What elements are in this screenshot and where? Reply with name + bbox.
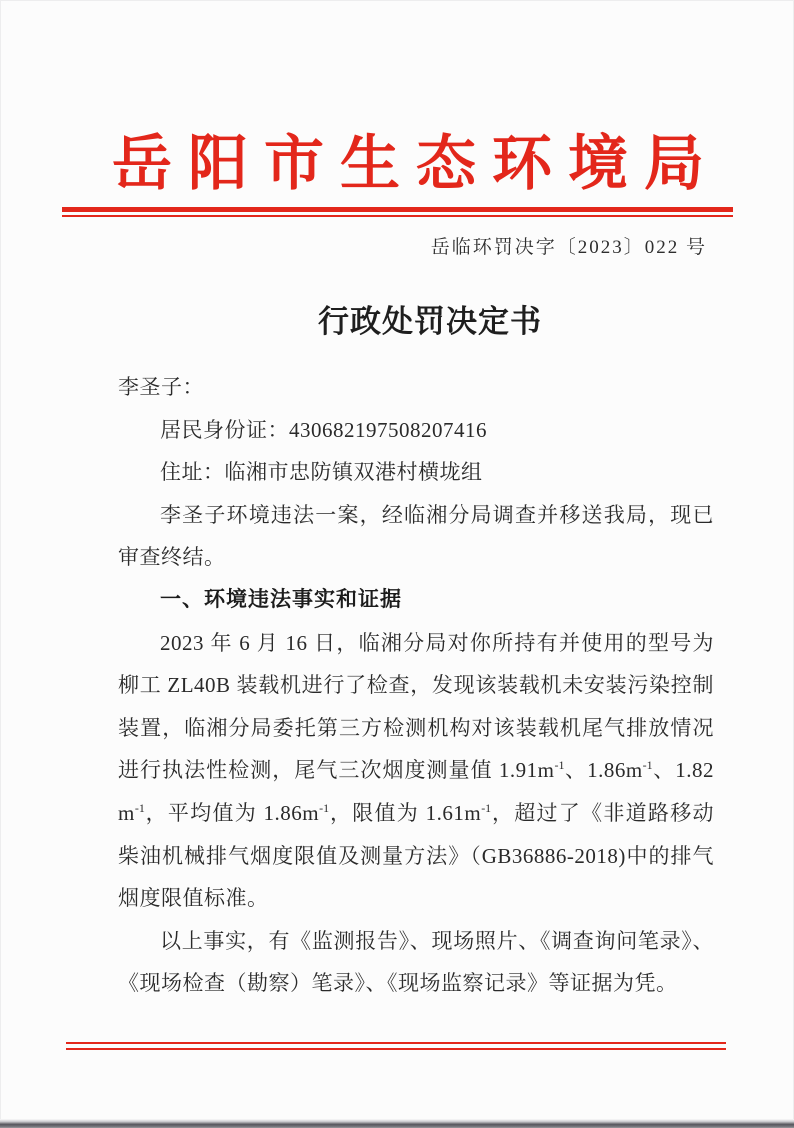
recipient-line bbox=[118, 366, 714, 409]
superscript-exponent: -1 bbox=[554, 758, 565, 773]
scan-bottom-edge bbox=[0, 1119, 794, 1128]
superscript-exponent: -1 bbox=[642, 758, 653, 773]
letterhead-divider-thin-line bbox=[62, 215, 733, 217]
address-line bbox=[118, 451, 714, 494]
text-segment: 住址：临湘市忠防镇双港村横垅组 bbox=[160, 460, 483, 485]
text-segment: 李圣子环境违法一案，经临湘分局调查并移送我局，现已审查终结。 bbox=[118, 502, 714, 570]
text-segment: ，平均值为 1.86m bbox=[144, 800, 320, 825]
superscript-exponent: -1 bbox=[481, 800, 492, 815]
text-segment: 居民身份证：430682197508207416 bbox=[160, 417, 487, 442]
superscript-exponent: -1 bbox=[134, 800, 145, 815]
text-segment: 李圣子： bbox=[118, 375, 204, 399]
document-body bbox=[118, 366, 714, 1005]
case-summary bbox=[118, 494, 714, 579]
superscript-exponent: -1 bbox=[319, 800, 330, 815]
id-number-line bbox=[118, 409, 714, 452]
text-segment: ，限值为 1.61m bbox=[329, 800, 482, 825]
text-segment: 、1.82m bbox=[118, 758, 714, 825]
text-segment: ，超过了《非道路移动柴油机械排气烟度限值及测量方法》（GB36886-2018)中的排气烟度限值标准。 bbox=[118, 800, 714, 911]
evidence-paragraph bbox=[118, 920, 714, 1005]
footer-divider-lower-line bbox=[66, 1048, 726, 1050]
footer-divider bbox=[66, 1042, 726, 1050]
text-segment: 2023 年 6 月 16 日，临湘分局对你所持有并使用的型号为柳工 ZL40B 装载机进行了检查，发现该装载机未安装污染控制装置，临湘分局委托第三方检测机构对该装载机尾气排放情况进行执法性检测，尾气三次烟度测量值 1.91m bbox=[118, 630, 714, 783]
document-title: 行政处罚决定书 bbox=[318, 304, 542, 339]
facts-paragraph bbox=[118, 622, 714, 920]
letterhead-divider-thick-line bbox=[62, 207, 733, 212]
text-segment: 、1.86m bbox=[564, 758, 643, 783]
agency-letterhead: 岳阳市生态环境局 bbox=[112, 131, 720, 197]
footer-divider-upper-line bbox=[66, 1042, 726, 1044]
section-heading-facts bbox=[118, 579, 714, 622]
letterhead-divider bbox=[62, 207, 733, 217]
text-segment: 一、环境违法事实和证据 bbox=[160, 587, 402, 611]
document-number: 岳临环罚决字〔2023〕022 号 bbox=[430, 237, 707, 258]
text-segment: 以上事实，有《监测报告》、现场照片、《调查询问笔录》、《现场检查（勘察）笔录》、《现场监察记录》等证据为凭。 bbox=[118, 928, 714, 996]
